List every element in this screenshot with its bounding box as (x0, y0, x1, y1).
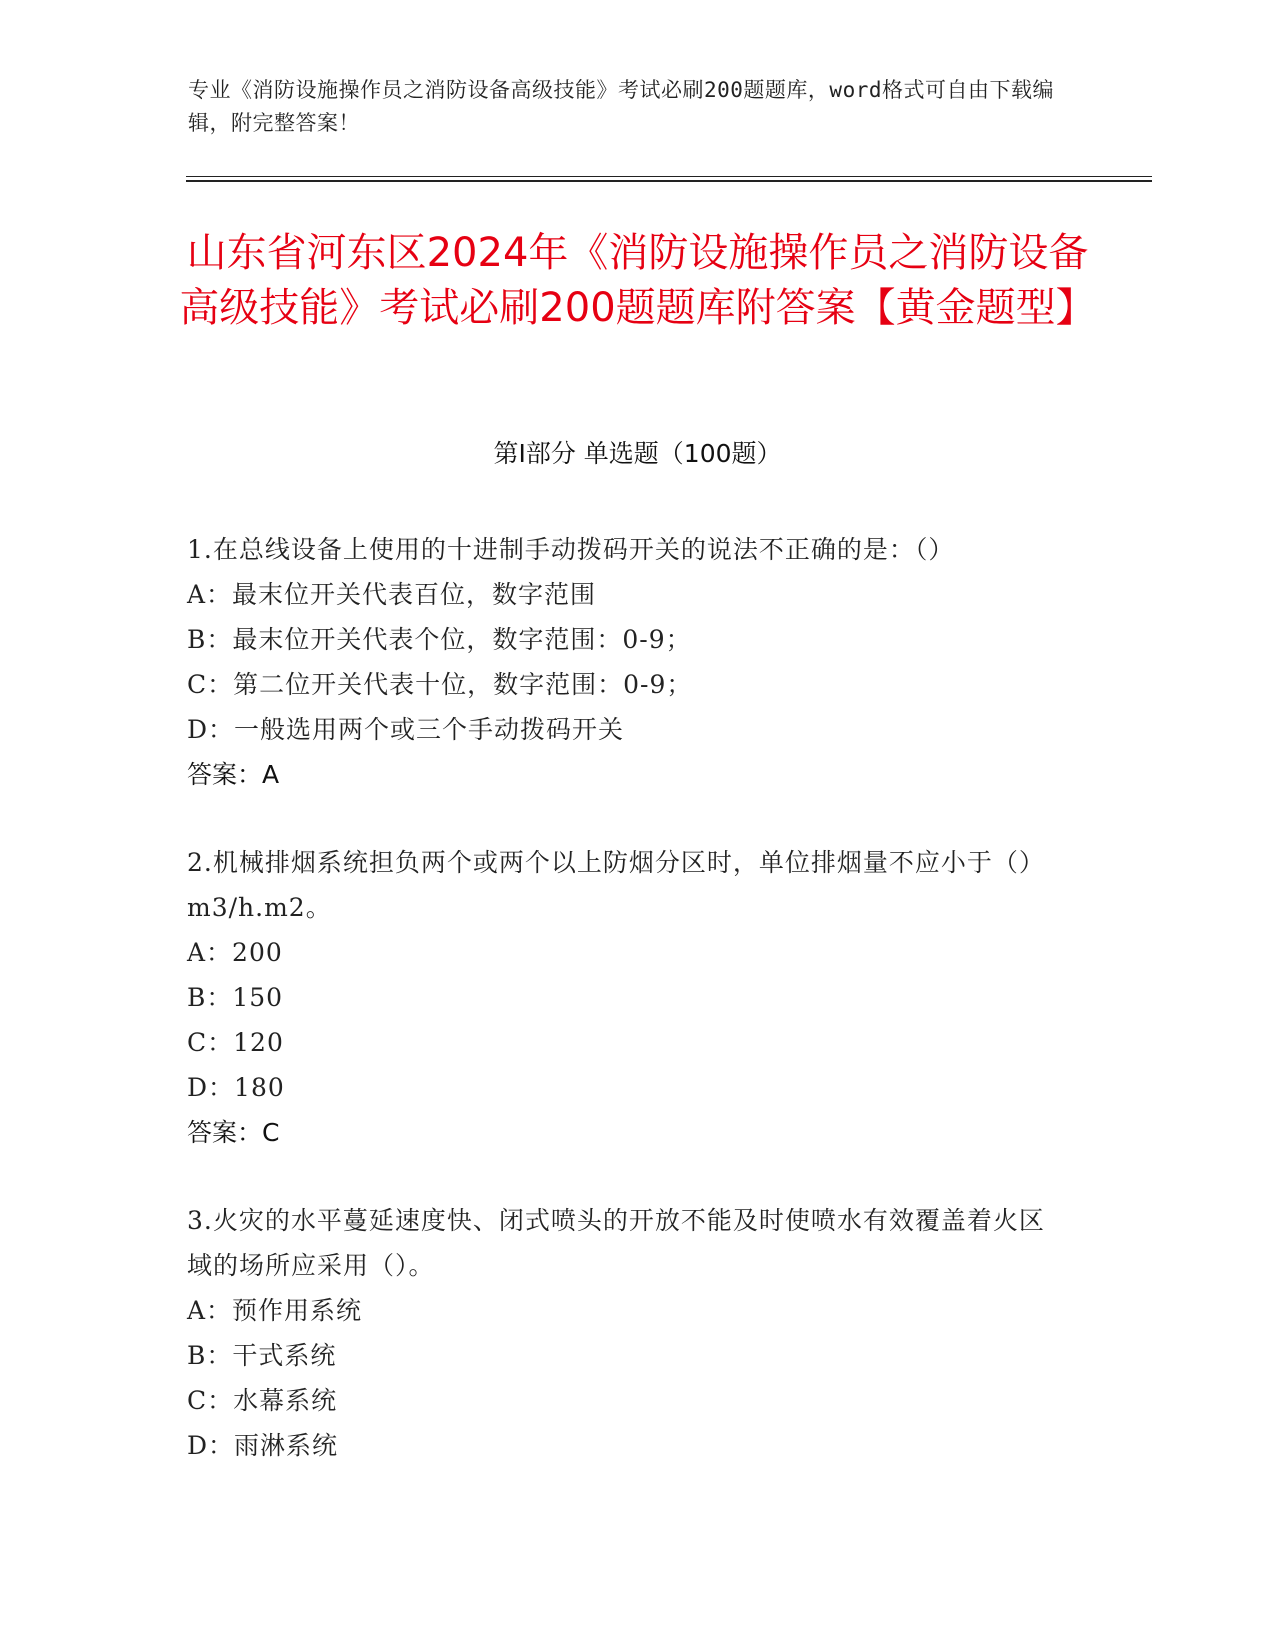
option-c: C：120 (187, 1028, 284, 1057)
question-2 (187, 840, 1067, 1156)
question-stem: 2.机械排烟系统担负两个或两个以上防烟分区时，单位排烟量不应小于（）m3/h.m2。 (187, 848, 1045, 922)
header-note: 专业《消防设施操作员之消防设备高级技能》考试必刷200题题库，word格式可自由下载编辑，附完整答案！ (188, 78, 1054, 135)
option-b: B：最末位开关代表个位，数字范围：0-9； (187, 625, 692, 654)
option-a: A：200 (187, 938, 283, 967)
option-d: D：一般选用两个或三个手动拨码开关 (187, 715, 625, 744)
option-a: A：预作用系统 (187, 1296, 363, 1325)
option-d: D：180 (187, 1073, 285, 1102)
option-c: C：第二位开关代表十位，数字范围：0-9； (187, 670, 693, 699)
answer: 答案：A (187, 760, 280, 789)
option-b: B：干式系统 (187, 1341, 337, 1370)
document-title: 山东省河东区2024年《消防设施操作员之消防设备高级技能》考试必刷200题题库附答案【黄金题型】 (179, 230, 1096, 331)
header-divider-thin (186, 176, 1152, 177)
section-title: 第Ⅰ部分 单选题（100题） (493, 439, 782, 468)
header-divider-thick (186, 180, 1152, 182)
question-list (187, 527, 1067, 1510)
question-stem: 3.火灾的水平蔓延速度快、闭式喷头的开放不能及时使喷水有效覆盖着火区域的场所应采用（）。 (187, 1206, 1045, 1280)
option-a: A：最末位开关代表百位，数字范围 (187, 580, 597, 609)
question-stem: 1.在总线设备上使用的十进制手动拨码开关的说法不正确的是：（） (187, 535, 955, 564)
option-d: D：雨淋系统 (187, 1431, 339, 1460)
option-c: C：水幕系统 (187, 1386, 338, 1415)
question-1 (187, 527, 1067, 798)
question-3 (187, 1198, 1067, 1468)
answer: 答案：C (187, 1118, 280, 1147)
option-b: B：150 (187, 983, 284, 1012)
